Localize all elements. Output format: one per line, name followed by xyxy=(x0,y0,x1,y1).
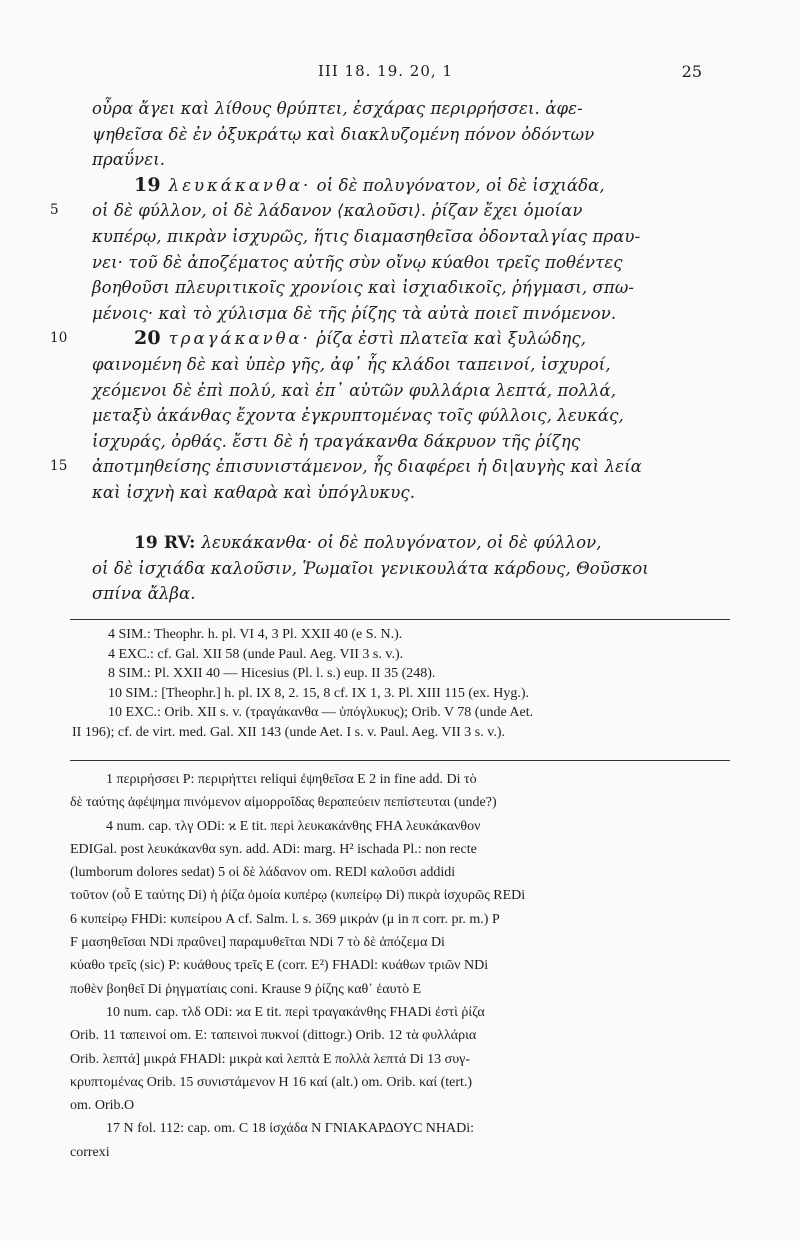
testimonia-line: 4 SIM.: Theophr. h. pl. VI 4, 3 Pl. XXII 40 (e S. N.). xyxy=(108,627,403,642)
lemma: τραγάκανθα· xyxy=(168,329,311,349)
rv-gloss xyxy=(92,530,722,607)
text-line: βοηθοῦσι πλευριτικοῖς χρονίοις καὶ ἰσχιαδικοῖς, ῥήγμασι, σπω- xyxy=(92,278,635,298)
line-number: 15 xyxy=(50,458,68,475)
text-line: 5 οἱ δὲ φύλλον, οἱ δὲ λάδανον ⟨καλοῦσι⟩. ῥίζαν ἔχει ὁμοίαν xyxy=(92,198,712,224)
text-line: 19 RV: λευκάκανθα· οἱ δὲ πολυγόνατον, οἱ δὲ φύλλον, xyxy=(134,533,602,553)
page-header xyxy=(0,62,800,88)
section-number: 20 xyxy=(134,327,161,350)
line-number: 5 xyxy=(50,202,59,219)
text-line: πραΰνει. xyxy=(92,150,166,170)
apparatus-line: Orib. 11 ταπεινοί om. E: ταπεινοὶ πυκνοί (dittogr.) Orib. 12 τὰ φυλλάρια xyxy=(70,1028,477,1044)
text-line: οὖρα ἄγει καὶ λίθους θρύπτει, ἐσχάρας περιρρήσσει. ἀφε- xyxy=(92,99,583,118)
apparatus-line: 4 num. cap. τλγ ODi: ϰ E tit. περὶ λευκακάνθης FHA λευκάκανθον xyxy=(106,818,481,834)
divider-rule xyxy=(70,619,730,620)
divider-rule xyxy=(70,760,730,761)
rv-label: 19 RV: xyxy=(134,533,196,553)
apparatus-line: 1 περιρήσσει P: περιρήττει reliqui ἐψηθεῖσα E 2 in fine add. Di τὸ xyxy=(106,772,477,787)
text-line: 10 20 τραγάκανθα· ῥίζα ἐστὶ πλατεῖα καὶ ξυλώδης, xyxy=(92,326,712,352)
text-line: χεόμενοι δὲ ἐπὶ πολύ, καὶ ἐπ᾿ αὐτῶν φυλλάρια λεπτά, πολλά, xyxy=(92,380,617,400)
apparatus-line: ποθὲν βοηθεῖ Di ῥηγματίαις coni. Krause 9 ῥίζης καθ᾿ ἑαυτὸ E xyxy=(70,981,422,997)
text-line: μεταξὺ ἀκάνθας ἔχοντα ἐγκρυπτομένας τοῖς φύλλοις, λευκάς, xyxy=(92,406,624,426)
apparatus-line: τοῦτον (οὗ E ταύτης Di) ἡ ῥίζα ὁμοία κυπέρῳ (κυπείρῳ Di) πικρὰ ἰσχυρῶς REDi xyxy=(70,888,526,904)
testimonia-line: II 196); cf. de virt. med. Gal. XII 143 (unde Aet. I s. v. Paul. Aeg. VII 3 s. v.). xyxy=(72,724,506,740)
apparatus-line: κύαθο τρεῖς (sic) P: κυάθους τρεῖς E (corr. E²) FHADl: κυάθων τριῶν NDi xyxy=(70,958,489,974)
text-line: μένοις· καὶ τὸ χύλισμα δὲ τῆς ῥίζης τὰ αὐτὰ ποιεῖ πινόμενον. xyxy=(92,303,617,323)
text-line: οἱ δὲ ἰσχιάδα καλοῦσιν, Ῥωμαῖοι γενικουλάτα κάρδους, Θοῦσκοι xyxy=(92,558,649,578)
testimonia-line: 8 SIM.: Pl. XXII 40 — Hicesius (Pl. l. s.) eup. II 35 (248). xyxy=(108,666,436,682)
running-head: III 18. 19. 20, 1 xyxy=(318,62,453,80)
apparatus-line: 6 κυπείρῳ FHDi: κυπείρου A cf. Salm. l. s. 369 μικράν (μ in π corr. pr. m.) P xyxy=(70,911,500,927)
text-line: κυπέρῳ, πικρὰν ἰσχυρῶς, ἥτις διαμασηθεῖσα ὀδονταλγίας πραυ- xyxy=(92,226,641,246)
apparatus-line: 10 num. cap. τλδ ODi: ϰα E tit. περὶ τραγακάνθης FHADi ἐστὶ ῥίζα xyxy=(106,1004,485,1020)
apparatus-line: 17 N fol. 112: cap. om. C 18 ἰσχάδα N ΓΝΙΑΚΑΡΔΟΥϹ NHADi: xyxy=(106,1121,475,1137)
apparatus-line: κρυπτομένας Orib. 15 συνιστάμενον H 16 καί (alt.) om. Orib. καί (tert.) xyxy=(70,1074,473,1090)
testimonia-line: 10 EXC.: Orib. XII s. v. (τραγάκανθα — ὑπόγλυκυς); Orib. V 78 (unde Aet. xyxy=(108,705,534,721)
apparatus-line: Orib. λεπτά] μικρά FHADl: μικρὰ καὶ λεπτὰ E πολλὰ λεπτά Di 13 συγ- xyxy=(70,1051,470,1067)
lemma: λευκάκανθα· xyxy=(168,175,312,195)
critical-apparatus xyxy=(70,768,732,1164)
text-line: νει· τοῦ δὲ ἀποζέματος αὐτῆς σὺν οἴνῳ κύαθοι τρεῖς ποθέντες xyxy=(92,252,623,272)
apparatus-line: F μασηθεῖσαι NDi πραΰνει] παραμυθεῖται NDi 7 τὸ δὲ ἀπόζεμα Di xyxy=(70,935,445,951)
apparatus-line: (lumborum dolores sedat) 5 οἱ δὲ λάδανον om. REDl καλοῦσι addidi xyxy=(70,865,456,881)
text-line: φαινομένη δὲ καὶ ὑπὲρ γῆς, ἀφ᾿ ἧς κλάδοι ταπεινοί, ἰσχυροί, xyxy=(92,354,611,374)
text-line: ψηθεῖσα δὲ ἐν ὀξυκράτῳ καὶ διακλυζομένη πόνον ὀδόντων xyxy=(92,124,595,144)
page-number: 25 xyxy=(681,62,702,81)
text-line: σπίνα ἄλβα. xyxy=(92,584,196,604)
apparatus-line: δὲ ταύτης ἀφέψημα πινόμενον αἱμορροΐδας θεραπεύειν πεπίστευται (unde?) xyxy=(70,795,497,811)
text-line: καὶ ἰσχνὴ καὶ καθαρὰ καὶ ὑπόγλυκυς. xyxy=(92,482,416,502)
text-line: 19 λευκάκανθα· οἱ δὲ πολυγόνατον, οἱ δὲ ἰσχιάδα, xyxy=(134,173,605,196)
apparatus-line: om. Orib.O xyxy=(70,1098,135,1114)
text-line: ἰσχυράς, ὀρθάς. ἔστι δὲ ἡ τραγάκανθα δάκρυον τῆς ῥίζης xyxy=(92,431,581,451)
testimonia-line: 10 SIM.: [Theophr.] h. pl. IX 8, 2. 15, 8 cf. IX 1, 3. Pl. XIII 115 (ex. Hyg.). xyxy=(108,685,529,701)
section-number: 19 xyxy=(134,173,161,196)
line-number: 10 xyxy=(50,330,68,347)
testimonia-line: 4 EXC.: cf. Gal. XII 58 (unde Paul. Aeg. VII 3 s. v.). xyxy=(108,646,404,662)
apparatus-line: correxi xyxy=(70,1144,110,1160)
main-text xyxy=(50,96,712,506)
testimonia-apparatus xyxy=(72,625,732,743)
text-line: 15 ἀποτμηθείσης ἐπισυνιστάμενον, ἧς διαφέρει ἡ δι|αυγὴς καὶ λεία xyxy=(92,454,712,480)
apparatus-line: EDIGal. post λευκάκανθα syn. add. ADi: marg. H² ischada Pl.: non recte xyxy=(70,841,477,857)
